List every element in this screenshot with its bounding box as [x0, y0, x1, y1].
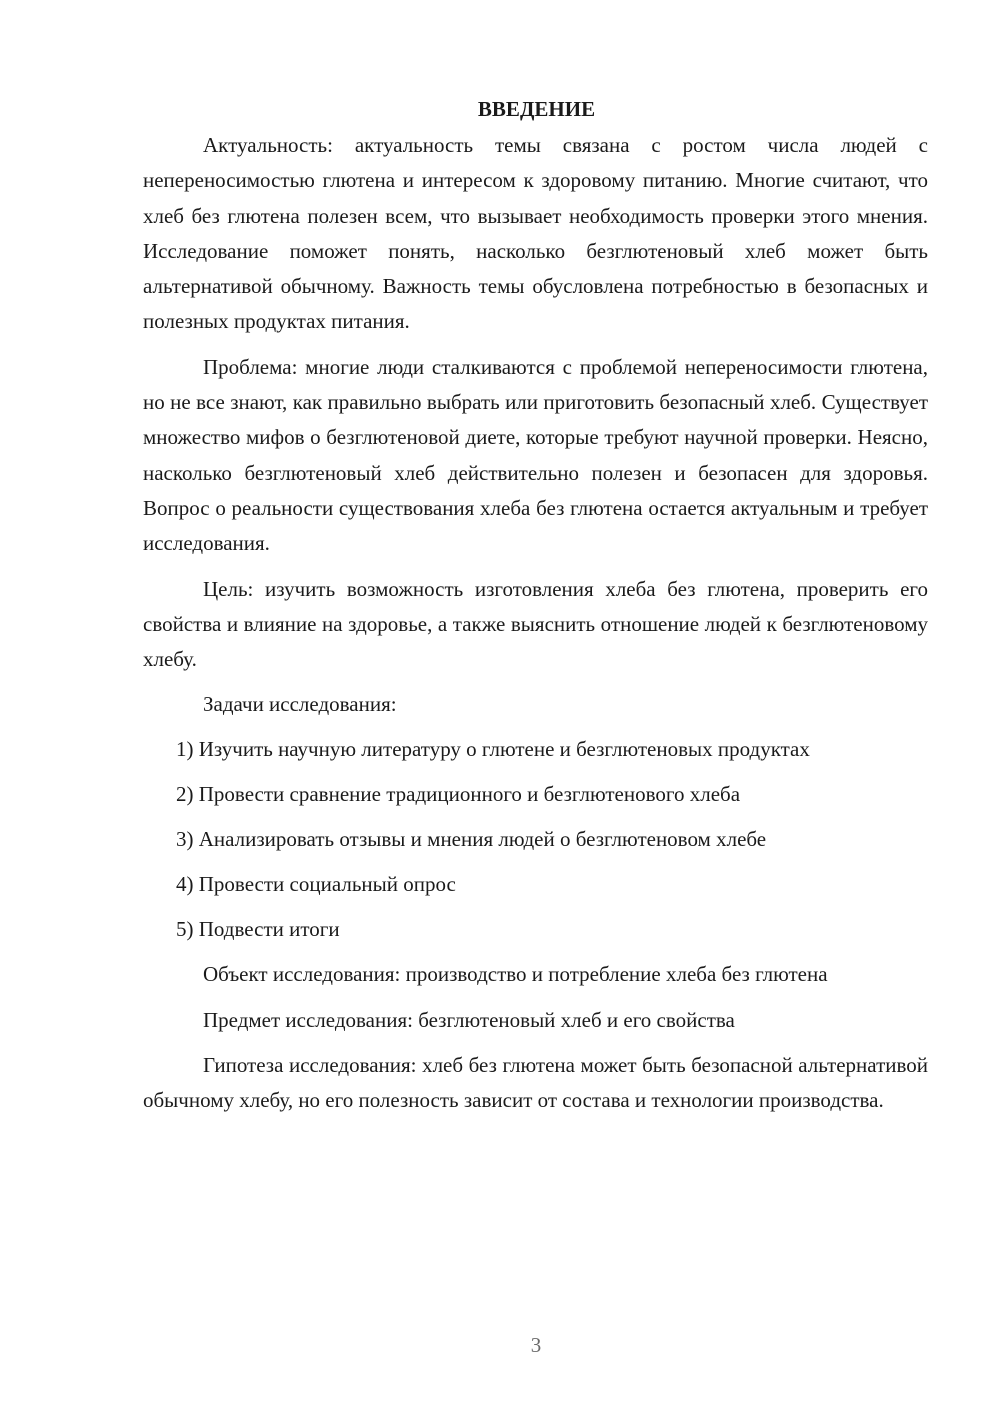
document-page — [143, 92, 928, 1129]
goal-paragraph: Цель: изучить возможность изготовления хлеба без глютена, проверить его свойства и влияние на здоровье, а также выяснить отношение людей к безглютеновому хлебу. — [143, 576, 928, 672]
problem-paragraph: Проблема: многие люди сталкиваются с проблемой непереносимости глютена, но не все знают, как правильно выбрать или приготовить безопасный хлеб. Существует множество мифов о безглютеновой диете, которые требуют научной проверки. Неясно, насколько безглютеновый хлеб действительно полезен и безопасен для здоровья. Вопрос о реальности существования хлеба без глютена остается актуальным и требует исследования. — [143, 354, 928, 556]
task-item-4: 4) Провести социальный опрос — [176, 872, 456, 897]
task-item-2: 2) Провести сравнение традиционного и безглютенового хлеба — [176, 782, 741, 807]
task-item-1: 1) Изучить научную литературу о глютене и безглютеновых продуктах — [176, 737, 810, 762]
hypothesis-paragraph: Гипотеза исследования: хлеб без глютена может быть безопасной альтернативой обычному хлебу, но его полезность зависит от состава и технологии производства. — [143, 1053, 928, 1113]
tasks-title: Задачи исследования: — [203, 692, 397, 717]
tasks-list — [143, 732, 928, 947]
subject-paragraph: Предмет исследования: безглютеновый хлеб и его свойства — [203, 1007, 735, 1032]
page-number: 3 — [530, 1333, 542, 1357]
task-item-5: 5) Подвести итоги — [176, 917, 340, 942]
page-title: ВВЕДЕНИЕ — [477, 97, 596, 121]
task-item-3: 3) Анализировать отзывы и мнения людей о безглютеновом хлебе — [176, 827, 767, 852]
object-paragraph: Объект исследования: производство и потребление хлеба без глютена — [203, 962, 828, 987]
relevance-paragraph: Актуальность: актуальность темы связана с ростом числа людей с непереносимостью глютена и интересом к здоровому питанию. Многие считают, что хлеб без глютена полезен всем, что вызывает необходимость проверки этого мнения. Исследование поможет понять, насколько безглютеновый хлеб может быть альтернативой обычному. Важность темы обусловлена потребностью в безопасных и полезных продуктах питания. — [143, 133, 928, 334]
